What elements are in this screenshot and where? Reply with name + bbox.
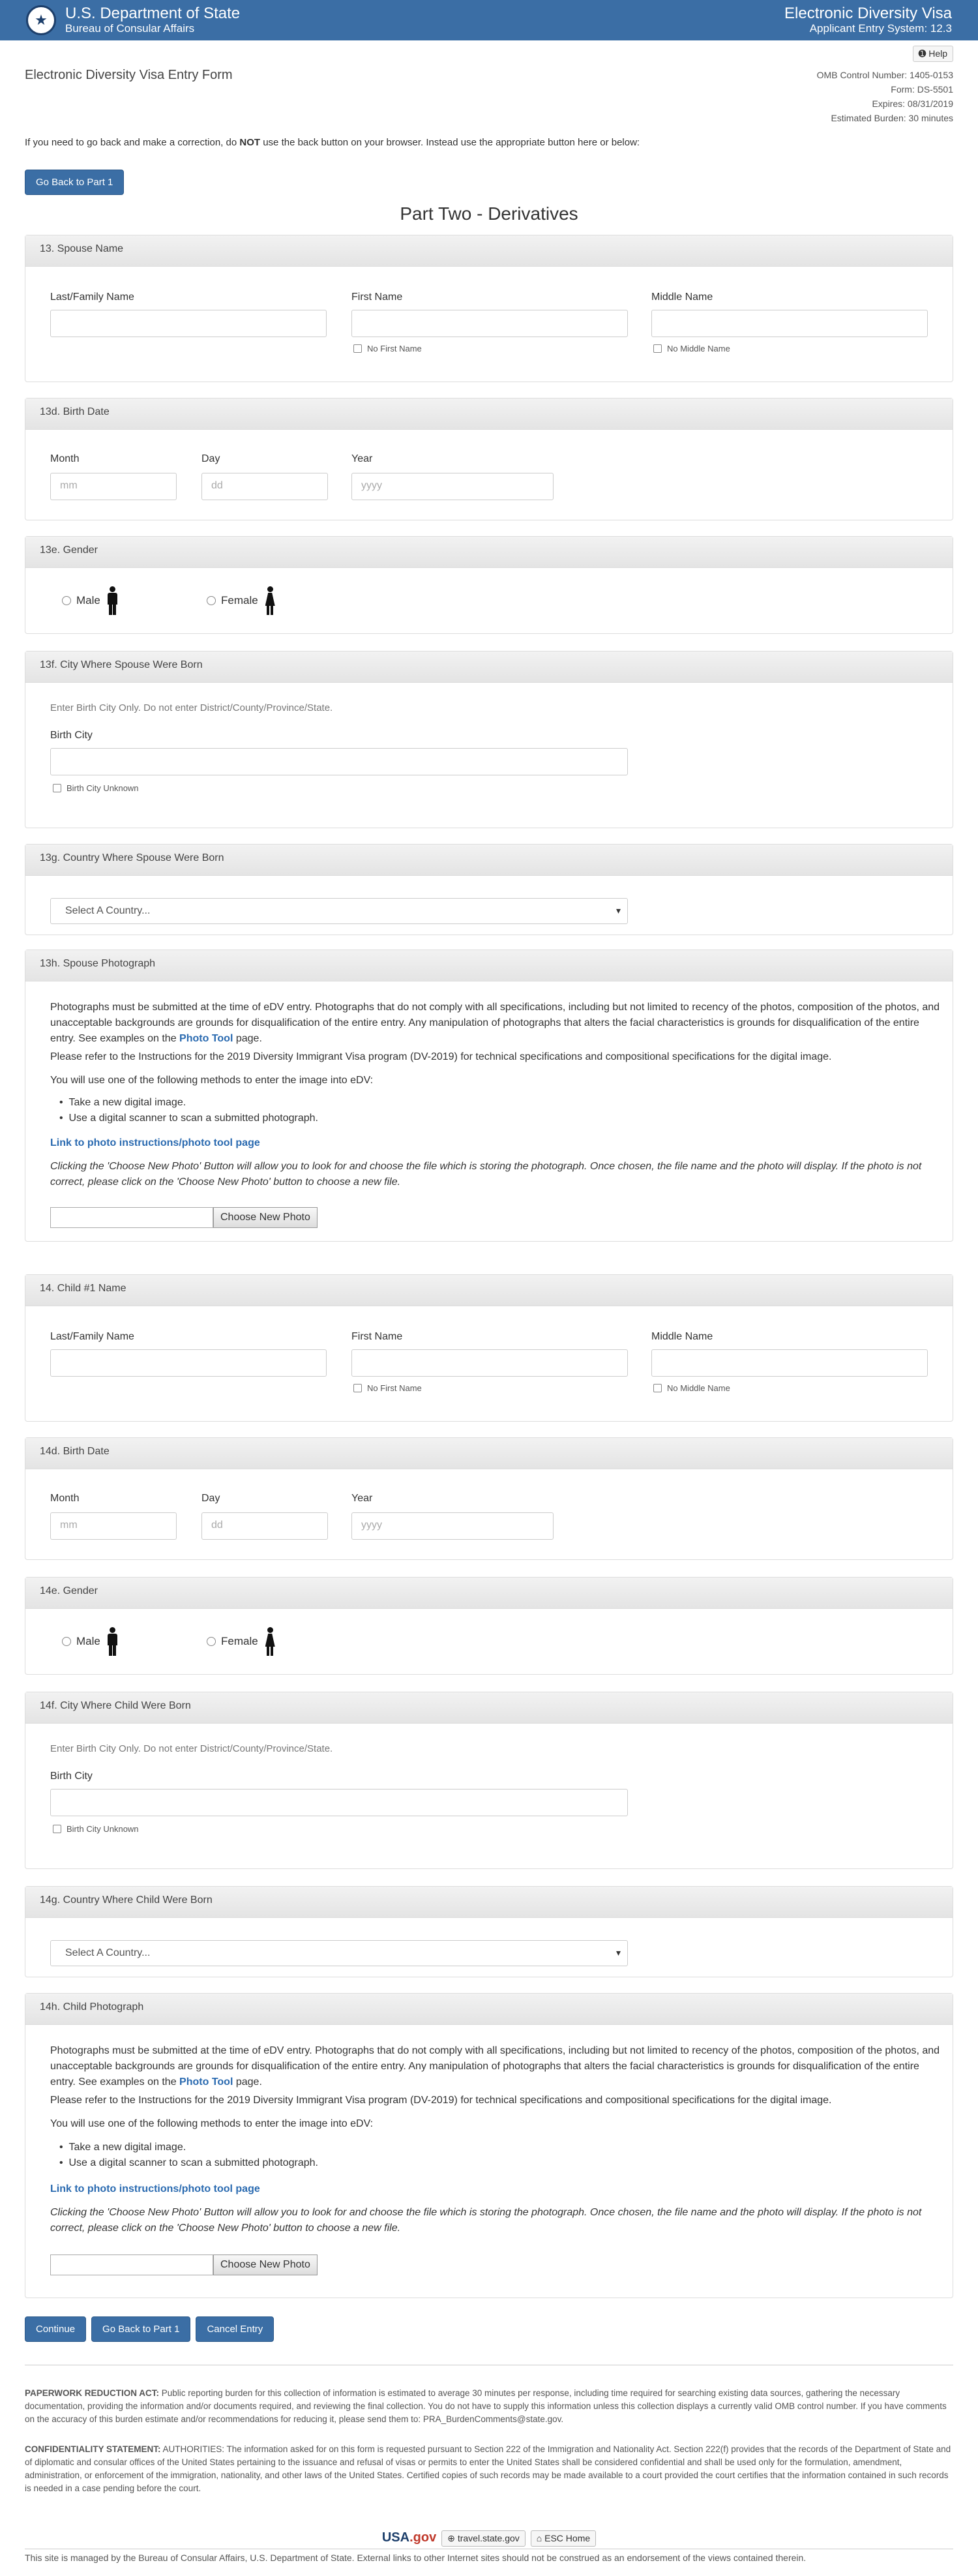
panel-title: 14h. Child Photograph	[25, 1994, 953, 2025]
child-birth-date-panel	[25, 1437, 953, 1560]
radio-icon	[207, 596, 216, 605]
form-actions	[25, 2316, 274, 2342]
help-icon: ➊	[918, 48, 926, 59]
city-hint: Enter Birth City Only. Do not enter District/County/Province/State.	[50, 702, 333, 713]
photo-method-2: • Use a digital scanner to scan a submitted photograph.	[59, 1113, 318, 1124]
photo-requirements-text: Photographs must be submitted at the time of eDV entry. Photographs that do not comply with all specifications, including but not limited to recency of the photos, composition of the photos, and unacceptable backgrounds are grounds for disqualification of the entire entry. Any manipulation of photographs that alters the facial characteristics is grounds for disqualification of the entire entry. See examples on the Photo Tool page.	[50, 2045, 940, 2088]
day-label: Day	[201, 1493, 220, 1504]
travel-state-gov-link[interactable]: ⊕ travel.state.gov	[441, 2530, 526, 2547]
male-radio[interactable]: Male	[62, 1627, 119, 1656]
photo-requirements-text: Photographs must be submitted at the time of eDV entry. Photographs that do not comply with all specifications, including but not limited to recency of the photos, composition of the photos, and unacceptable backgrounds are grounds for disqualification of the entire entry. Any manipulation of photographs that alters the facial characteristics is grounds for disqualification of the entire entry. See examples on the Photo Tool page.	[50, 1002, 940, 1044]
spouse-photo-file-row	[50, 1207, 318, 1228]
cancel-entry-button[interactable]: Cancel Entry	[196, 2316, 274, 2342]
checkbox-icon	[353, 1384, 362, 1392]
female-radio[interactable]: Female	[207, 586, 276, 615]
child-gender-panel	[25, 1577, 953, 1675]
agency-brand	[26, 5, 240, 35]
spouse-birth-country-panel	[25, 844, 953, 935]
checkbox-icon	[653, 344, 662, 353]
photo-instructions-link[interactable]: Link to photo instructions/photo tool page	[50, 2183, 260, 2194]
radio-icon	[207, 1637, 216, 1646]
help-button[interactable]	[913, 46, 953, 62]
female-figure-icon	[263, 586, 276, 615]
estimated-burden: Estimated Burden: 30 minutes	[831, 113, 953, 123]
no-first-name-checkbox[interactable]: No First Name	[353, 344, 422, 353]
child-country-select[interactable]: Select A Country... ▾	[50, 1940, 628, 1966]
panel-title: 14g. Country Where Child Were Born	[25, 1887, 953, 1918]
child-birth-year-input[interactable]: yyyy	[351, 1512, 554, 1540]
expiry-date: Expires: 08/31/2019	[872, 98, 953, 109]
spouse-middle-name-input[interactable]	[651, 310, 928, 337]
no-middle-name-checkbox[interactable]: No Middle Name	[653, 1383, 730, 1393]
photo-method-2: • Use a digital scanner to scan a submitted photograph.	[59, 2157, 318, 2168]
spouse-gender-panel	[25, 536, 953, 634]
continue-button[interactable]: Continue	[25, 2316, 86, 2342]
first-name-label: First Name	[351, 1331, 403, 1342]
footer-links	[0, 2530, 978, 2547]
radio-icon	[62, 1637, 71, 1646]
city-hint: Enter Birth City Only. Do not enter District/County/Province/State.	[50, 1743, 333, 1754]
spouse-country-select[interactable]: Select A Country... ▾	[50, 898, 628, 924]
year-label: Year	[351, 453, 373, 464]
spouse-last-name-input[interactable]	[50, 310, 327, 337]
panel-title: 13e. Gender	[25, 537, 953, 568]
top-banner	[0, 0, 978, 40]
photo-tool-link[interactable]: Photo Tool	[179, 2076, 233, 2088]
omb-number: OMB Control Number: 1405-0153	[816, 70, 953, 80]
spouse-name-panel	[25, 235, 953, 382]
panel-title: 13h. Spouse Photograph	[25, 950, 953, 981]
middle-name-label: Middle Name	[651, 1331, 713, 1342]
chevron-down-icon: ▾	[615, 905, 621, 916]
panel-title: 13d. Birth Date	[25, 398, 953, 430]
birth-city-label: Birth City	[50, 1771, 93, 1782]
female-radio[interactable]: Female	[207, 1627, 276, 1656]
child-birth-city-input[interactable]	[50, 1789, 628, 1816]
panel-title: 13f. City Where Spouse Were Born	[25, 651, 953, 683]
site-managed-notice: This site is managed by the Bureau of Consular Affairs, U.S. Department of State. External links to other Internet sites should not be construed as an endorsement of the views contained therein.	[25, 2553, 807, 2563]
panel-title: 13. Spouse Name	[25, 235, 953, 267]
spouse-birth-month-input[interactable]: mm	[50, 473, 177, 500]
middle-name-label: Middle Name	[651, 292, 713, 303]
checkbox-icon	[53, 784, 61, 792]
usa-gov-logo-link[interactable]: USA.gov	[381, 2530, 437, 2545]
spouse-birth-city-panel	[25, 651, 953, 828]
chevron-down-icon: ▾	[615, 1947, 621, 1958]
omb-info	[817, 68, 953, 125]
panel-title: 13g. Country Where Spouse Were Born	[25, 845, 953, 876]
child-middle-name-input[interactable]	[651, 1349, 928, 1377]
choose-photo-instructions: Clicking the 'Choose New Photo' Button will allow you to look for and choose the file which is storing the photograph. Once chosen, the file name and the photo will display. If the photo is not correct, please click on the 'Choose New Photo' button to choose a new file.	[50, 1161, 922, 1188]
bureau-name: Bureau of Consular Affairs	[65, 22, 195, 35]
photo-instructions-text: Please refer to the Instructions for the 2019 Diversity Immigrant Visa program (DV-2019) for technical specifications and compositional specifications for the digital image.	[50, 1051, 832, 1062]
female-figure-icon	[263, 1627, 276, 1656]
first-name-label: First Name	[351, 292, 403, 303]
child-last-name-input[interactable]	[50, 1349, 327, 1377]
child-birth-country-panel	[25, 1886, 953, 1977]
birth-city-unknown-checkbox[interactable]: Birth City Unknown	[53, 1824, 139, 1834]
back-notice: If you need to go back and make a correction, do NOT use the back button on your browser. Instead use the appropriate button here or below:	[25, 137, 640, 148]
panel-title: 14f. City Where Child Were Born	[25, 1692, 953, 1724]
file-name-display	[50, 1207, 213, 1228]
year-label: Year	[351, 1493, 373, 1504]
spouse-birth-day-input[interactable]: dd	[201, 473, 328, 500]
child-name-panel	[25, 1274, 953, 1422]
radio-icon	[62, 596, 71, 605]
male-radio[interactable]: Male	[62, 586, 119, 615]
last-name-label: Last/Family Name	[50, 1331, 134, 1342]
form-number: Form: DS-5501	[891, 84, 953, 95]
child-birth-city-panel	[25, 1692, 953, 1869]
photo-instructions-text: Please refer to the Instructions for the 2019 Diversity Immigrant Visa program (DV-2019) for technical specifications and compositional specifications for the digital image.	[50, 2095, 832, 2106]
male-figure-icon	[106, 1627, 119, 1656]
go-back-part1-button[interactable]: Go Back to Part 1	[91, 2316, 190, 2342]
month-label: Month	[50, 1493, 80, 1504]
panel-title: 14e. Gender	[25, 1578, 953, 1609]
spouse-choose-photo-button[interactable]: Choose New Photo	[213, 1207, 318, 1228]
photo-instructions-link[interactable]: Link to photo instructions/photo tool page	[50, 1137, 260, 1148]
spouse-first-name-input[interactable]	[351, 310, 628, 337]
go-back-part1-top-button[interactable]: Go Back to Part 1	[25, 170, 124, 195]
spouse-birth-date-panel	[25, 398, 953, 520]
checkbox-icon	[653, 1384, 662, 1392]
spouse-birth-year-input[interactable]: yyyy	[351, 473, 554, 500]
photo-methods-text: You will use one of the following methods to enter the image into eDV:	[50, 2118, 374, 2129]
agency-name: U.S. Department of State	[65, 5, 241, 22]
no-middle-name-checkbox[interactable]: No Middle Name	[653, 344, 730, 353]
form-title: Electronic Diversity Visa Entry Form	[25, 68, 233, 82]
help-label: Help	[928, 48, 947, 59]
child-photo-panel	[25, 1993, 953, 2298]
child-first-name-input[interactable]	[351, 1349, 628, 1377]
photo-method-1: • Take a new digital image.	[59, 2142, 186, 2153]
checkbox-icon	[53, 1825, 61, 1833]
photo-tool-link[interactable]: Photo Tool	[179, 1033, 233, 1044]
birth-city-unknown-checkbox[interactable]: Birth City Unknown	[53, 783, 139, 793]
last-name-label: Last/Family Name	[50, 292, 134, 303]
child-photo-file-row	[50, 2254, 318, 2275]
birth-city-label: Birth City	[50, 730, 93, 741]
globe-icon: ⊕	[447, 2533, 455, 2543]
day-label: Day	[201, 453, 220, 464]
spouse-photo-panel	[25, 950, 953, 1242]
photo-method-1: • Take a new digital image.	[59, 1097, 186, 1108]
child-birth-day-input[interactable]: dd	[201, 1512, 328, 1540]
panel-title: 14. Child #1 Name	[25, 1275, 953, 1306]
panel-title: 14d. Birth Date	[25, 1438, 953, 1469]
file-name-display	[50, 2254, 213, 2275]
spouse-birth-city-input[interactable]	[50, 748, 628, 775]
esc-home-link[interactable]: ⌂ ESC Home	[531, 2530, 596, 2547]
state-department-seal-icon: ★	[26, 5, 56, 35]
system-title: Electronic Diversity Visa	[784, 5, 952, 22]
checkbox-icon	[353, 344, 362, 353]
no-first-name-checkbox[interactable]: No First Name	[353, 1383, 422, 1393]
part-title: Part Two - Derivatives	[400, 203, 578, 224]
child-choose-photo-button[interactable]: Choose New Photo	[213, 2254, 318, 2275]
photo-methods-text: You will use one of the following methods to enter the image into eDV:	[50, 1075, 374, 1086]
choose-photo-instructions: Clicking the 'Choose New Photo' Button will allow you to look for and choose the file which is storing the photograph. Once chosen, the file name and the photo will display. If the photo is not correct, please click on the 'Choose New Photo' button to choose a new file.	[50, 2207, 922, 2234]
system-version: Applicant Entry System: 12.3	[809, 22, 952, 35]
paperwork-reduction-act: PAPERWORK REDUCTION ACT: Public reporting burden for this collection of information is estimated to average 30 minutes per response, including time required for searching existing data sources, gathering the necessary documentation, providing the information and/or documents required, and reviewing the final collection. You do not have to supply this information unless this collection displays a currently valid OMB control number. If you have comments on the accuracy of this burden estimate and/or recommendations for reducing it, please send them to: PRA_BurdenComments@state.gov.	[25, 2388, 947, 2424]
home-icon: ⌂	[536, 2533, 542, 2543]
child-birth-month-input[interactable]: mm	[50, 1512, 177, 1540]
month-label: Month	[50, 453, 80, 464]
male-figure-icon	[106, 586, 119, 615]
confidentiality-statement: CONFIDENTIALITY STATEMENT: AUTHORITIES: The information asked for on this form is requested pursuant to Section 222 of the Immigration and Nationality Act. Section 222(f) provides that the records of the Department of State and of diplomatic and consular offices of the United States pertaining to the issuance and refusal of visas or permits to enter the United States shall be considered confidential and shall be used only for the formulation, amendment, administration, or enforcement of the immigration, nationality, and other laws of the United States. Certified copies of such records may be made available to a court provided the court certifies that the information contained in such records is needed in a case pending before the court.	[25, 2444, 951, 2493]
